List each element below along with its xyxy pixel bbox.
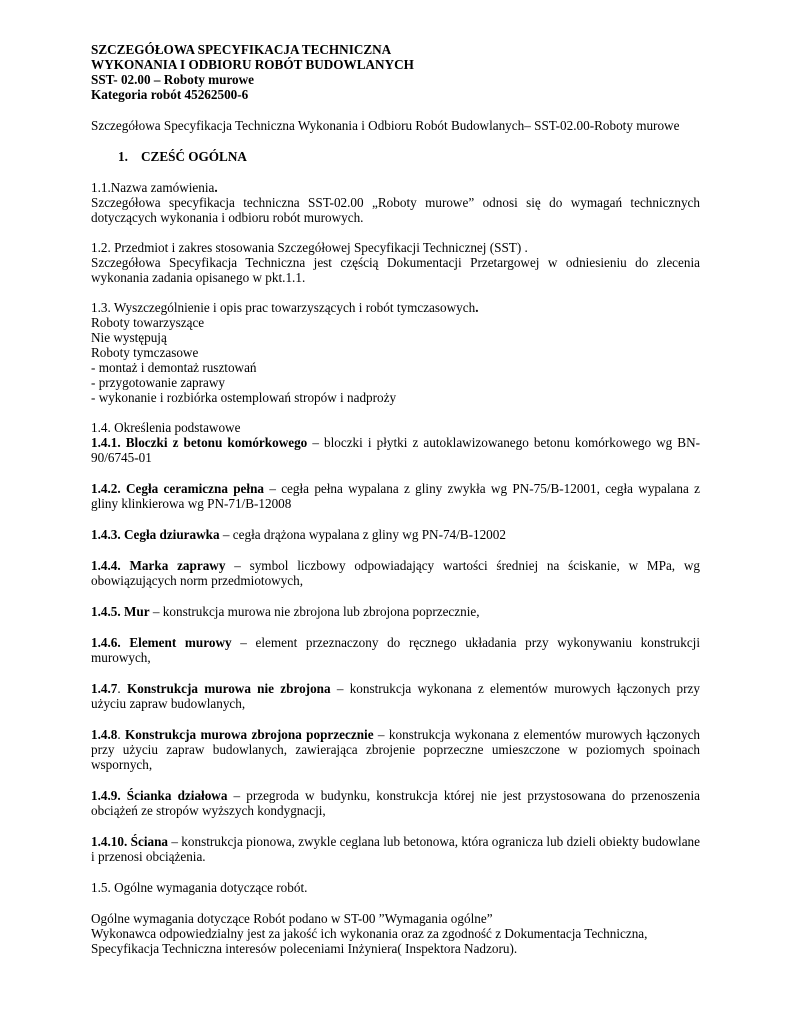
- definition-item: [91, 604, 700, 619]
- subsection-1-2-title: 1.2. Przedmiot i zakres stosowania Szczegółowej Specyfikacji Technicznej (SST) .: [91, 240, 528, 255]
- definition-text: – cegła drążona wypalana z gliny wg PN-74/B-12002: [219, 527, 506, 542]
- subsection-1-1-title-text: 1.1.Nazwa zamówienia: [91, 180, 215, 195]
- definition-item: 1.4.7. Konstrukcja murowa nie zbrojona – konstrukcja wykonana z elementów murowych łączonych przy użyciu zapraw budowlanych,: [91, 681, 700, 711]
- definition-number: 1.4.9.: [91, 788, 121, 803]
- list-item: Nie występują: [91, 330, 167, 345]
- header-title-line-1: SZCZEGÓŁOWA SPECYFIKACJA TECHNICZNA: [91, 42, 392, 57]
- header-title-line-2: WYKONANIA I ODBIORU ROBÓT BUDOWLANYCH: [91, 57, 414, 72]
- definition-item: [91, 834, 700, 864]
- subsection-1-4-title: 1.4. Określenia podstawowe: [91, 420, 241, 435]
- definition-number: 1.4.3.: [91, 527, 121, 542]
- definition-text: – element przeznaczony do ręcznego układania przy wykonywaniu konstrukcji murowych,: [91, 635, 700, 665]
- header-spec-code: SST- 02.00 – Roboty murowe: [91, 72, 255, 87]
- list-item: Roboty towarzyszące: [91, 315, 205, 330]
- definition-term: Konstrukcja murowa nie zbrojona: [126, 681, 331, 696]
- definition-term: Marka zaprawy: [129, 558, 226, 573]
- section-heading: [91, 149, 700, 164]
- definition-item: 1.4.8. Konstrukcja murowa zbrojona poprzecznie – konstrukcja wykonana z elementów murowych łączonych przy użyciu zapraw budowlanych, zawierająca zbrojenie poprzeczne umieszczone w poziomych spoinach wspornych,: [91, 727, 701, 772]
- definition-item: [91, 481, 700, 511]
- section-number: 1.: [118, 149, 128, 164]
- definition-text: – konstrukcja pionowa, zwykle ceglana lub betonowa, która ogranicza lub dzieli obiekty budowlane i przenosi obciążenia.: [91, 834, 701, 864]
- definition-item: [91, 558, 700, 588]
- definition-item: [91, 788, 700, 818]
- definition-term: Ściana: [130, 834, 168, 849]
- definition-number: 1.4.7: [91, 681, 118, 696]
- definition-term: Konstrukcja murowa zbrojona poprzecznie: [125, 727, 374, 742]
- definition-number: 1.4.6.: [91, 635, 121, 650]
- paragraph-line: Ogólne wymagania dotyczące Robót podano w ST-00 ”Wymagania ogólne”: [91, 911, 493, 926]
- list-item: - przygotowanie zaprawy: [91, 375, 226, 390]
- subsection-1-2-text: Szczegółowa Specyfikacja Techniczna jest częścią Dokumentacji Przetargowej w odniesieniu do zlecenia wykonania zadania opisanego w pkt.1.1.: [91, 255, 700, 285]
- definition-number: 1.4.8: [91, 727, 118, 742]
- intro-line: Szczegółowa Specyfikacja Techniczna Wykonania i Odbioru Robót Budowlanych– SST-02.00-Roboty murowe: [91, 118, 680, 133]
- list-item: - montaż i demontaż rusztowań: [91, 360, 257, 375]
- definition-item: [91, 435, 700, 465]
- definition-text: – cegła pełna wypalana z gliny zwykła wg PN-75/B-12001, cegła wypalana z gliny klinkierowa wg PN-71/B-12008: [91, 481, 700, 511]
- definition-text: – symbol liczbowy odpowiadający wartości średniej na ściskanie, w MPa, wg obowiązujących norm przedmiotowych,: [91, 558, 701, 588]
- document-header: [91, 42, 700, 102]
- definition-text: – konstrukcja wykonana z elementów murowych łączonych przy użyciu zapraw budowlanych,: [91, 681, 700, 711]
- definition-term: Cegła dziurawka: [123, 527, 220, 542]
- subsection-1-3-title: [91, 300, 700, 315]
- definition-item: [91, 527, 700, 542]
- list-item: - wykonanie i rozbiórka ostemplowań stropów i nadproży: [91, 390, 397, 405]
- subsection-1-5-title: 1.5. Ogólne wymagania dotyczące robót.: [91, 880, 308, 895]
- section-title: CZEŚĆ OGÓLNA: [141, 149, 247, 164]
- definition-term: Ścianka działowa: [126, 788, 228, 803]
- subsection-1-1-text: Szczegółowa specyfikacja techniczna SST-02.00 „Roboty murowe” odnosi się do wymagań technicznych dotyczących wykonania i odbioru robót murowych.: [91, 195, 700, 225]
- subsection-1-3-title-dot: .: [475, 300, 479, 315]
- subsection-1-1-title-dot: .: [214, 180, 218, 195]
- definition-text: – przegroda w budynku, konstrukcja której nie jest przystosowana do przenoszenia obciążeń ze stropów wyższych kondygnacji,: [91, 788, 700, 818]
- subsection-1-1-title: [91, 180, 700, 195]
- definition-term: Cegła ceramiczna pełna: [125, 481, 265, 496]
- paragraph-line: Wykonawca odpowiedzialny jest za jakość ich wykonania oraz za zgodność z Dokumentacja Techniczna,: [91, 926, 648, 941]
- definition-number: 1.4.2.: [91, 481, 121, 496]
- definition-term: Mur: [123, 604, 150, 619]
- definition-text: – konstrukcja wykonana z elementów murowych łączonych przy użyciu zapraw budowlanych, zawierająca zbrojenie poprzeczne umieszczone w poziomych spoinach wspornych,: [91, 727, 701, 772]
- definition-text: – bloczki i płytki z autoklawizowanego betonu komórkowego wg BN-90/6745-01: [91, 435, 700, 465]
- subsection-1-3-title-text: 1.3. Wyszczególnienie i opis prac towarzyszących i robót tymczasowych: [91, 300, 476, 315]
- definition-item: [91, 635, 700, 665]
- paragraph-line: Specyfikacja Techniczna interesów poleceniami Inżyniera( Inspektora Nadzoru).: [91, 941, 518, 956]
- definition-number: 1.4.4.: [91, 558, 121, 573]
- header-category: Kategoria robót 45262500-6: [91, 87, 249, 102]
- list-item: Roboty tymczasowe: [91, 345, 199, 360]
- definition-number: 1.4.10.: [91, 834, 128, 849]
- definition-number: 1.4.1.: [91, 435, 121, 450]
- definition-text: – konstrukcja murowa nie zbrojona lub zbrojona poprzecznie,: [149, 604, 480, 619]
- definition-term: Bloczki z betonu komórkowego: [125, 435, 308, 450]
- definition-term: Element murowy: [129, 635, 232, 650]
- definition-number: 1.4.5.: [91, 604, 121, 619]
